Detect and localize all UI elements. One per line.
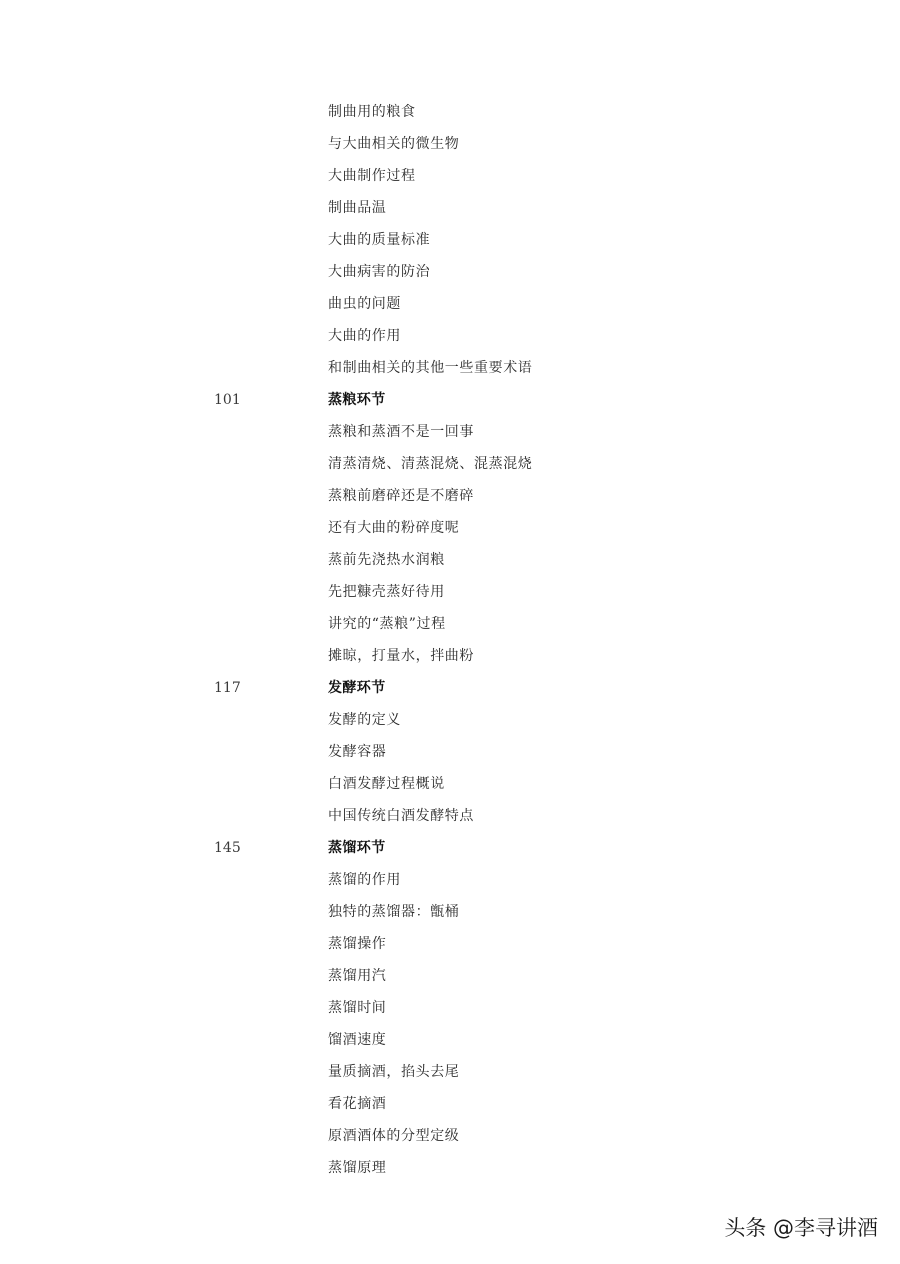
toc-row: [0, 512, 900, 544]
toc-row: [0, 96, 900, 128]
toc-item: 制曲品温: [328, 200, 387, 216]
toc-item: 大曲的质量标准: [328, 232, 431, 248]
toc-row: [0, 1056, 900, 1088]
toc-row: [0, 1088, 900, 1120]
section-page-number: 145: [214, 840, 241, 856]
toc-row: [0, 896, 900, 928]
toc-row: [0, 320, 900, 352]
toc-row: [0, 704, 900, 736]
toc-item: 先把糠壳蒸好待用: [328, 584, 445, 600]
toc-item: 曲虫的问题: [328, 296, 401, 312]
toc-row: [0, 1120, 900, 1152]
toc-row: [0, 1152, 900, 1184]
toc-row: [0, 256, 900, 288]
toc-row: [0, 224, 900, 256]
toc-item: 大曲的作用: [328, 328, 401, 344]
toc-row: [0, 992, 900, 1024]
toc-section-steaming: [0, 384, 900, 416]
toc-row: [0, 160, 900, 192]
toc-section-distillation: [0, 832, 900, 864]
toc-item: 清蒸清烧、清蒸混烧、混蒸混烧: [328, 456, 533, 472]
toc-row: [0, 192, 900, 224]
toc-item: 白酒发酵过程概说: [328, 776, 445, 792]
toc-item: 量质摘酒，掐头去尾: [328, 1064, 460, 1080]
toc-item: 蒸馏原理: [328, 1160, 387, 1176]
toc-item: 馏酒速度: [328, 1032, 387, 1048]
toc-row: [0, 544, 900, 576]
toc-item: 原酒酒体的分型定级: [328, 1128, 460, 1144]
toc-item: 讲究的“蒸粮”过程: [328, 616, 446, 632]
section-title: 发酵环节: [328, 680, 386, 696]
toc-item: 和制曲相关的其他一些重要术语: [328, 360, 533, 376]
toc-row: [0, 352, 900, 384]
toc-item: 与大曲相关的微生物: [328, 136, 460, 152]
watermark: 头条 @李寻讲酒: [724, 1216, 878, 1240]
toc-row: [0, 288, 900, 320]
toc-section-fermentation: [0, 672, 900, 704]
toc-row: [0, 640, 900, 672]
toc-item: 蒸粮前磨碎还是不磨碎: [328, 488, 474, 504]
toc-row: [0, 416, 900, 448]
toc-item: 摊晾，打量水，拌曲粉: [328, 648, 474, 664]
toc-item: 制曲用的粮食: [328, 104, 416, 120]
toc-item: 蒸馏时间: [328, 1000, 387, 1016]
toc-row: [0, 128, 900, 160]
toc-item: 蒸馏用汽: [328, 968, 387, 984]
toc-item: 蒸粮和蒸酒不是一回事: [328, 424, 474, 440]
table-of-contents: [0, 96, 900, 1184]
toc-item: 看花摘酒: [328, 1096, 387, 1112]
toc-item: 发酵的定义: [328, 712, 401, 728]
toc-row: [0, 928, 900, 960]
toc-row: [0, 864, 900, 896]
section-title: 蒸粮环节: [328, 392, 386, 408]
toc-item: 还有大曲的粉碎度呢: [328, 520, 460, 536]
toc-row: [0, 960, 900, 992]
toc-row: [0, 736, 900, 768]
toc-item: 蒸馏的作用: [328, 872, 401, 888]
toc-row: [0, 448, 900, 480]
toc-item: 大曲病害的防治: [328, 264, 431, 280]
toc-row: [0, 1024, 900, 1056]
toc-item: 发酵容器: [328, 744, 387, 760]
toc-row: [0, 768, 900, 800]
toc-item: 中国传统白酒发酵特点: [328, 808, 474, 824]
section-page-number: 101: [214, 392, 241, 408]
section-page-number: 117: [214, 680, 241, 696]
section-title: 蒸馏环节: [328, 840, 386, 856]
toc-item: 蒸前先浇热水润粮: [328, 552, 445, 568]
toc-item: 大曲制作过程: [328, 168, 416, 184]
toc-item: 独特的蒸馏器：甑桶: [328, 904, 460, 920]
toc-row: [0, 480, 900, 512]
toc-row: [0, 608, 900, 640]
toc-item: 蒸馏操作: [328, 936, 387, 952]
toc-row: [0, 800, 900, 832]
toc-row: [0, 576, 900, 608]
